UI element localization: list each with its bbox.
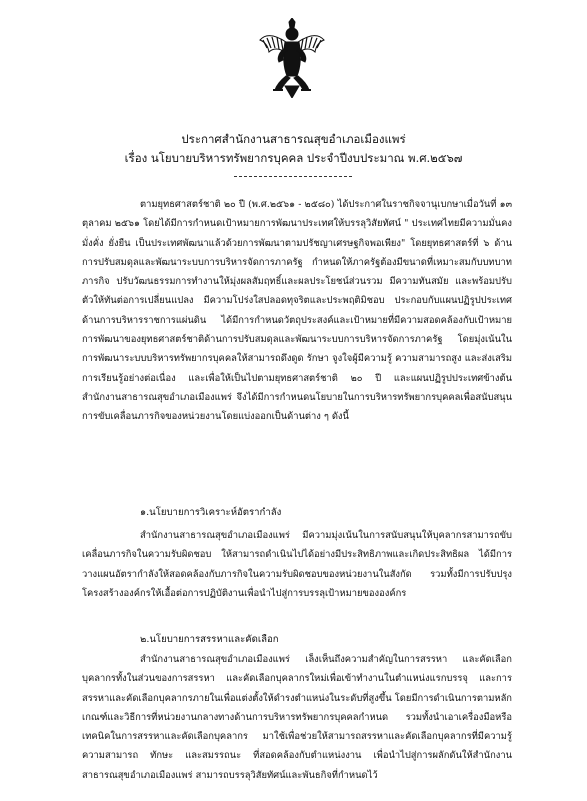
section-paragraph-recruitment: สำนักงานสาธารณสุขอำเภอเมืองแพร่ เล็งเห็นถึงความสำคัญในการสรรหา และคัดเลือกบุคลากรทั้งในส่วนของการสรรหา และคัดเลือกบุคลากรใหม่เพื่อเข้าทำงานในตำแหน่งแรกบรรจุ และการสรรหาและคัดเลือกบุคลากรภายในเพื่อแต่งตั้งให้ดำรงตำแหน่งในระดับที่สูงขึ้น โดยมีการดำเนินการตามหลักเกณฑ์และวิธีการที่หน่วยงานกลางทางด้านการบริหารทรัพยากรบุคคลกำหนด รวมทั้งนำเอาเครื่องมือหรือเทคนิคในการสรรหาและคัดเลือกบุคลากร มาใช้เพื่อช่วยให้สามารถสรรหาและคัดเลือกบุคลากรที่มีความรู้ ความสามารถ ทักษะ และสมรรถนะ ที่สอดคล้องกับตำแหน่งงาน เพื่อนำไปสู่การผลักดันให้สำนักงานสาธารณสุขอำเภอเมืองแพร่ สามารถบรรลุวิสัยทัศน์และพันธกิจที่กำหนดไว้ xyxy=(82,654,512,781)
announcement-subject: เรื่อง นโยบายบริหารทรัพยากรบุคคล ประจำปีงบประมาณ พ.ศ.๒๕๖๗ xyxy=(124,151,463,165)
intro-paragraph: ตามยุทธศาสตร์ชาติ ๒๐ ปี (พ.ศ.๒๕๖๑ - ๒๕๘๐) ได้ประกาศในราชกิจจานุเบกษาเมื่อวันที่ ๑๓ ตุลาคม ๒๕๖๑ โดยได้มีการกำหนดเป้าหมายการพัฒนาประเทศให้บรรลุวิสัยทัศน์ " ประเทศไทยมีความมั่นคง มั่งคั่ง ยั่งยืน เป็นประเทศพัฒนาแล้วด้วยการพัฒนาตามปรัชญาเศรษฐกิจพอเพียง" โดยยุทธศาสตร์ที่ ๖ ด้านการปรับสมดุลและพัฒนาระบบการบริหารจัดการภาครัฐ กำหนดให้ภาครัฐต้องมีขนาดที่เหมาะสมกับบทบาท ภารกิจ ปรับวัฒนธรรมการทำงานให้มุ่งผลสัมฤทธิ์และผลประโยชน์ส่วนรวม มีความทันสมัย และพร้อมปรับตัวให้ทันต่อการเปลี่ยนแปลง มีความโปร่งใสปลอดทุจริตและประพฤติมิชอบ ประกอบกับแผนปฏิรูปประเทศด้านการบริหารราชการแผ่นดิน ได้มีการกำหนดวัตถุประสงค์และเป้าหมายที่มีความสอดคล้องกับเป้าหมายการพัฒนาของยุทธศาสตร์ชาติด้านการปรับสมดุลและพัฒนาระบบการบริหารจัดการภาครัฐ โดยมุ่งเน้นในการพัฒนาระบบบริหารทรัพยากรบุคคลให้สามารถดึงดูด รักษา จูงใจผู้มีความรู้ ความสามารถสูง และส่งเสริมการเรียนรู้อย่างต่อเนื่อง และเพื่อให้เป็นไปตามยุทธศาสตร์ชาติ ๒๐ ปี และแผนปฏิรูปประเทศข้างต้น สำนักงานสาธารณสุขอำเภอเมืองแพร่ จึงได้มีการกำหนดนโยบายในการบริหารทรัพยากรบุคคลเพื่อสนับสนุนการขับเคลื่อนภารกิจของหน่วยงานโดยแบ่งออกเป็นด้านต่าง ๆ ดังนี้ xyxy=(82,199,512,423)
section-heading-workforce: ๑.นโยบายการวิเคราะห์อัตรากำลัง xyxy=(140,507,282,518)
section-paragraph-workforce: สำนักงานสาธารณสุขอำเภอเมืองแพร่ มีความมุ่งเน้นในการสนับสนุนให้บุคลากรสามารถขับเคลื่อนภารกิจในความรับผิดชอบ ให้สามารถดำเนินไปได้อย่างมีประสิทธิภาพและเกิดประสิทธิผล ได้มีการวางแผนอัตรากำลังให้สอดคล้องกับภารกิจในความรับผิดชอบของหน่วยงานในสังกัด รวมทั้งมีการปรับปรุงโครงสร้างองค์กรให้เอื้อต่อการปฏิบัติงานเพื่อนำไปสู่การบรรลุเป้าหมายขององค์กร xyxy=(82,530,512,599)
announcement-title: ประกาศสำนักงานสาธารณสุขอำเภอเมืองแพร่ xyxy=(181,132,406,146)
divider-line xyxy=(234,176,352,177)
garuda-emblem-icon xyxy=(259,18,325,98)
section-heading-recruitment: ๒.นโยบายการสรรหาและคัดเลือก xyxy=(140,634,279,645)
